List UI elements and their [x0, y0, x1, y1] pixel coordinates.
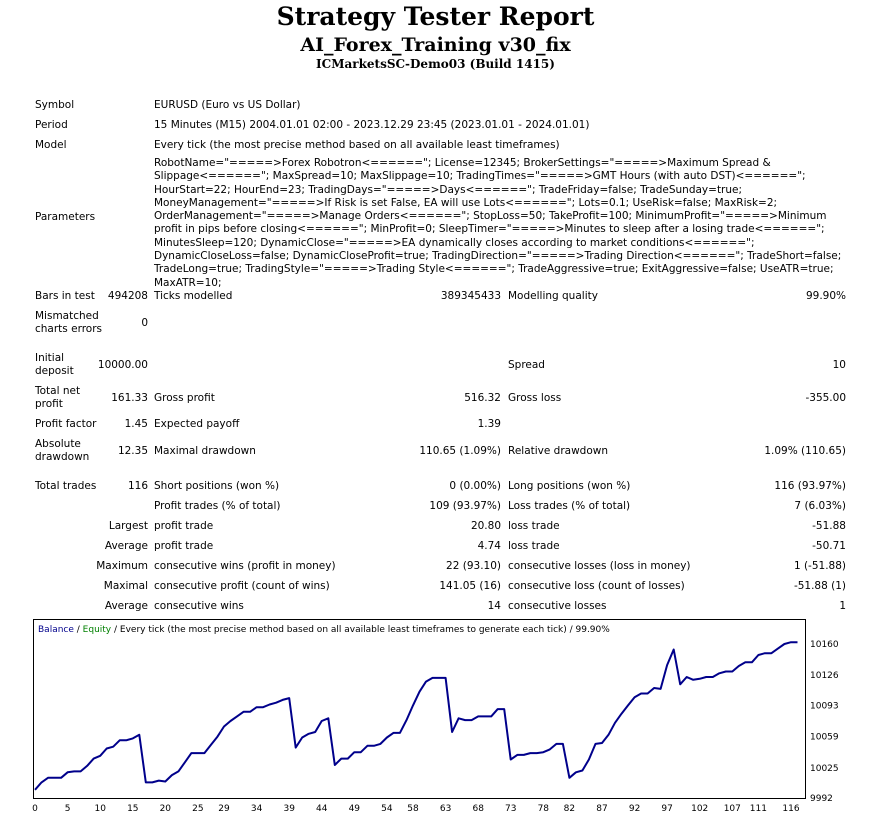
parameters-label: Parameters: [35, 211, 96, 223]
bars-label: Bars in test: [35, 290, 95, 302]
x-tick-label: 29: [218, 804, 230, 814]
largest-loss-label: loss trade: [508, 520, 560, 532]
short-positions-label: Short positions (won %): [154, 480, 280, 492]
mismatched-label-1: Mismatched: [35, 310, 99, 322]
average-profit-value: 4.74: [477, 540, 501, 552]
loss-trades-value: 7 (6.03%): [794, 500, 846, 512]
largest-profit-value: 20.80: [470, 520, 501, 532]
profit-trades-label: Profit trades (% of total): [154, 500, 281, 512]
long-positions-value: 116 (93.97%): [774, 480, 846, 492]
y-tick-label: 9992: [810, 794, 833, 804]
largest-label: Largest: [108, 520, 148, 532]
total-trades-value: 116: [127, 480, 148, 492]
symbol-value: EURUSD (Euro vs US Dollar): [154, 99, 301, 111]
x-tick-label: 44: [315, 804, 328, 814]
profit-factor-value: 1.45: [124, 418, 148, 430]
parameters-value: RobotName="=====>Forex Robotron<======"; License=12345; BrokerSettings="=====>Maximum Spread & Slippage<======"; MaxSpread=10; MaxSlippage=10; TradingTimes="=====>GMT Hours (with auto DST)<======"; HourStart=22; HourEnd=23; TradingDays="=====>Days<======"; TradeFriday=false; TradeSunday=true; MoneyManagement="=====>If Risk is set False, EA will use Lots<======"; Lots=0.1; UseRisk=false; MaxRisk=2; OrderManagement="=====>Manage Orders<======"; StopLoss=50; TakeProfit=100; MinimumProfit="=====>Minimum profit in pips before closing<======"; MinProfit=0; SleepTimer="=====>Minutes to sleep after a losing trade<======"; MinutesSleep=120; DynamicClose="=====>EA dynamically closes according to market conditions<======"; DynamicCloseLoss=false; DynamicCloseProfit=true; TradingDirection="=====>Trading Direction<======"; TradeShort=false; TradeLong=true; TradingStyle="=====>Trading Style<======"; TradeAggressive=true; ExitAggressive=false; UseATR=true; MaxATR=10;: [154, 157, 842, 289]
net-profit-label-1: Total net: [35, 385, 81, 397]
legend-separator: /: [73, 625, 83, 635]
period-label: Period: [35, 119, 68, 131]
short-positions-value: 0 (0.00%): [449, 480, 501, 492]
largest-loss-value: -51.88: [812, 520, 846, 532]
y-tick-label: 10160: [810, 640, 839, 650]
x-tick-label: 102: [691, 804, 709, 814]
loss-trades-label: Loss trades (% of total): [508, 500, 631, 512]
profit-trades-value: 109 (93.97%): [429, 500, 501, 512]
x-tick-label: 20: [159, 804, 172, 814]
x-tick-label: 82: [563, 804, 576, 814]
maximal-consecutive-loss-value: -51.88 (1): [793, 580, 846, 592]
avg-consecutive-wins-value: 14: [487, 600, 501, 612]
x-tick-label: 97: [661, 804, 673, 814]
deposit-value: 10000.00: [97, 359, 148, 371]
net-profit-value: 161.33: [111, 392, 148, 404]
y-tick-label: 10093: [810, 701, 839, 712]
x-tick-label: 34: [250, 804, 263, 814]
balance-chart: [33, 619, 839, 815]
x-tick-label: 0: [32, 804, 38, 814]
model-value: Every tick (the most precise method based on all available least timeframes): [154, 139, 560, 151]
bars-value: 494208: [107, 290, 148, 302]
maximum-label: Maximum: [96, 560, 148, 572]
absolute-drawdown-label-1: Absolute: [35, 438, 81, 450]
spread-value: 10: [832, 359, 846, 371]
y-tick-label: 10025: [810, 763, 839, 774]
relative-drawdown-value: 1.09% (110.65): [764, 445, 846, 457]
absolute-drawdown-label-2: drawdown: [35, 451, 90, 463]
model-label: Model: [35, 139, 67, 151]
gross-profit-value: 516.32: [464, 392, 501, 404]
avg-consecutive-losses-value: 1: [839, 600, 846, 612]
x-tick-label: 68: [472, 804, 484, 814]
absolute-drawdown-value: 12.35: [117, 445, 148, 457]
net-profit-label-2: profit: [35, 398, 63, 410]
y-tick-label: 10059: [810, 732, 839, 743]
deposit-label-2: deposit: [35, 365, 74, 377]
x-tick-label: 111: [749, 804, 767, 814]
x-tick-label: 63: [439, 804, 452, 814]
chart-frame: [34, 620, 806, 799]
x-tick-label: 107: [723, 804, 741, 814]
x-tick-label: 15: [127, 804, 139, 814]
x-tick-label: 49: [348, 804, 361, 814]
x-tick-label: 54: [381, 804, 393, 814]
x-tick-label: 25: [192, 804, 204, 814]
maximal-consecutive-loss-label: consecutive loss (count of losses): [508, 580, 685, 592]
period-value: 15 Minutes (M15) 2004.01.01 02:00 - 2023.12.29 23:45 (2023.01.01 - 2024.01.01): [154, 119, 590, 131]
avg-consecutive-wins-label: consecutive wins: [154, 600, 244, 612]
quality-label: Modelling quality: [508, 290, 598, 302]
mismatched-label-2: charts errors: [35, 323, 102, 335]
maximal-drawdown-label: Maximal drawdown: [154, 445, 256, 457]
x-tick-label: 5: [64, 804, 71, 814]
x-tick-label: 78: [537, 804, 550, 814]
relative-drawdown-label: Relative drawdown: [508, 445, 609, 457]
ticks-value: 389345433: [440, 290, 501, 302]
maximal-drawdown-value: 110.65 (1.09%): [419, 445, 501, 457]
average-consecutive-label: Average: [104, 600, 148, 612]
x-tick-label: 116: [782, 804, 800, 814]
x-tick-label: 87: [596, 804, 608, 814]
y-tick-label: 10126: [810, 671, 839, 682]
quality-value: 99.90%: [805, 290, 846, 302]
x-tick-label: 92: [628, 804, 641, 814]
maximal-consecutive-profit-label: consecutive profit (count of wins): [154, 580, 330, 592]
spread-label: Spread: [508, 359, 545, 371]
deposit-label-1: Initial: [35, 352, 65, 364]
x-tick-label: 73: [504, 804, 517, 814]
gross-profit-label: Gross profit: [154, 392, 215, 404]
average-loss-value: -50.71: [812, 540, 846, 552]
profit-factor-label: Profit factor: [35, 418, 97, 430]
x-tick-label: 39: [283, 804, 295, 814]
legend-description: / Every tick (the most precise method based on all available least timeframes to generate each tick) / 99.90%: [111, 625, 610, 635]
gross-loss-label: Gross loss: [508, 392, 562, 404]
symbol-label: Symbol: [35, 99, 75, 111]
largest-profit-label: profit trade: [154, 520, 214, 532]
max-consecutive-wins-value: 22 (93.10): [446, 560, 501, 572]
max-consecutive-wins-label: consecutive wins (profit in money): [154, 560, 336, 572]
maximal-label: Maximal: [103, 580, 148, 592]
legend-balance: Balance: [38, 625, 74, 635]
max-consecutive-losses-value: 1 (-51.88): [793, 560, 846, 572]
ticks-label: Ticks modelled: [154, 290, 233, 302]
average-loss-label: loss trade: [508, 540, 560, 552]
expert-name: AI_Forex_Training v30_fix: [300, 34, 571, 56]
x-tick-label: 58: [407, 804, 419, 814]
maximal-consecutive-profit-value: 141.05 (16): [439, 580, 501, 592]
report-title: Strategy Tester Report: [276, 2, 595, 31]
legend-equity: Equity: [82, 625, 112, 635]
expected-payoff-value: 1.39: [477, 418, 501, 430]
server-name: ICMarketsSC-Demo03 (Build 1415): [316, 57, 555, 71]
expected-payoff-label: Expected payoff: [154, 418, 240, 430]
x-tick-label: 10: [94, 804, 106, 814]
average-label: Average: [104, 540, 148, 552]
avg-consecutive-losses-label: consecutive losses: [508, 600, 607, 612]
chart-legend: [38, 625, 610, 635]
total-trades-label: Total trades: [35, 480, 97, 492]
max-consecutive-losses-label: consecutive losses (loss in money): [508, 560, 691, 572]
average-profit-label: profit trade: [154, 540, 214, 552]
mismatched-value: 0: [141, 317, 148, 329]
long-positions-label: Long positions (won %): [508, 480, 631, 492]
gross-loss-value: -355.00: [805, 392, 846, 404]
